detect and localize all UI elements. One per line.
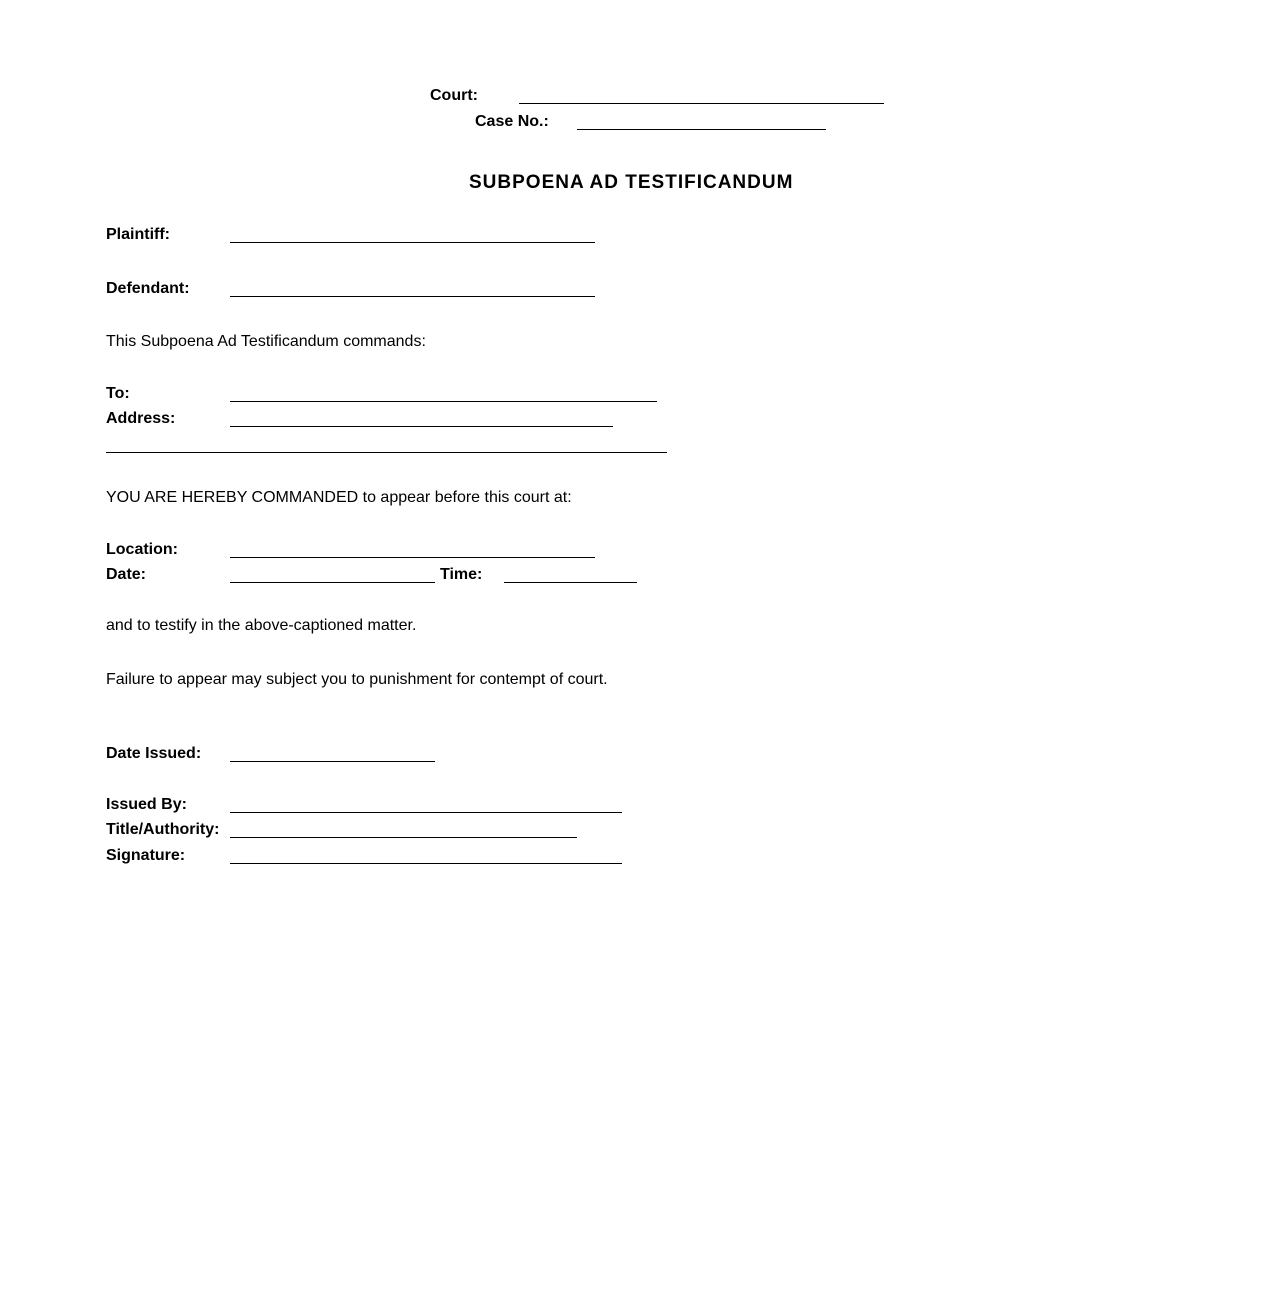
defendant-field[interactable] [230, 296, 595, 297]
date-issued-label: Date Issued: [106, 745, 202, 762]
time-field[interactable] [504, 582, 637, 583]
location-label: Location: [106, 541, 178, 558]
date-issued-field[interactable] [230, 761, 435, 762]
to-label: To: [106, 385, 130, 402]
case-no-label: Case No.: [475, 113, 549, 130]
plaintiff-label: Plaintiff: [106, 226, 170, 243]
address-field[interactable] [230, 426, 613, 427]
issued-by-label: Issued By: [106, 796, 187, 813]
defendant-label: Defendant: [106, 280, 190, 297]
address-line-2-field[interactable] [106, 452, 667, 453]
court-field[interactable] [519, 103, 884, 104]
court-label: Court: [430, 87, 478, 104]
intro-text: This Subpoena Ad Testificandum commands: [106, 333, 426, 350]
title-authority-field[interactable] [230, 837, 577, 838]
signature-label: Signature: [106, 847, 186, 864]
testify-text: and to testify in the above-captioned matter. [106, 617, 417, 634]
to-field[interactable] [230, 401, 657, 402]
address-label: Address: [106, 410, 176, 427]
signature-field[interactable] [230, 863, 622, 864]
title-authority-label: Title/Authority: [106, 821, 220, 838]
command-text: YOU ARE HEREBY COMMANDED to appear before this court at: [106, 489, 572, 506]
issued-by-field[interactable] [230, 812, 622, 813]
location-field[interactable] [230, 557, 595, 558]
date-field[interactable] [230, 582, 435, 583]
warning-text: Failure to appear may subject you to punishment for contempt of court. [106, 671, 608, 688]
date-label: Date: [106, 566, 147, 583]
document-title: SUBPOENA AD TESTIFICANDUM [469, 172, 794, 193]
case-no-field[interactable] [577, 129, 826, 130]
plaintiff-field[interactable] [230, 242, 595, 243]
time-label: Time: [440, 566, 483, 583]
